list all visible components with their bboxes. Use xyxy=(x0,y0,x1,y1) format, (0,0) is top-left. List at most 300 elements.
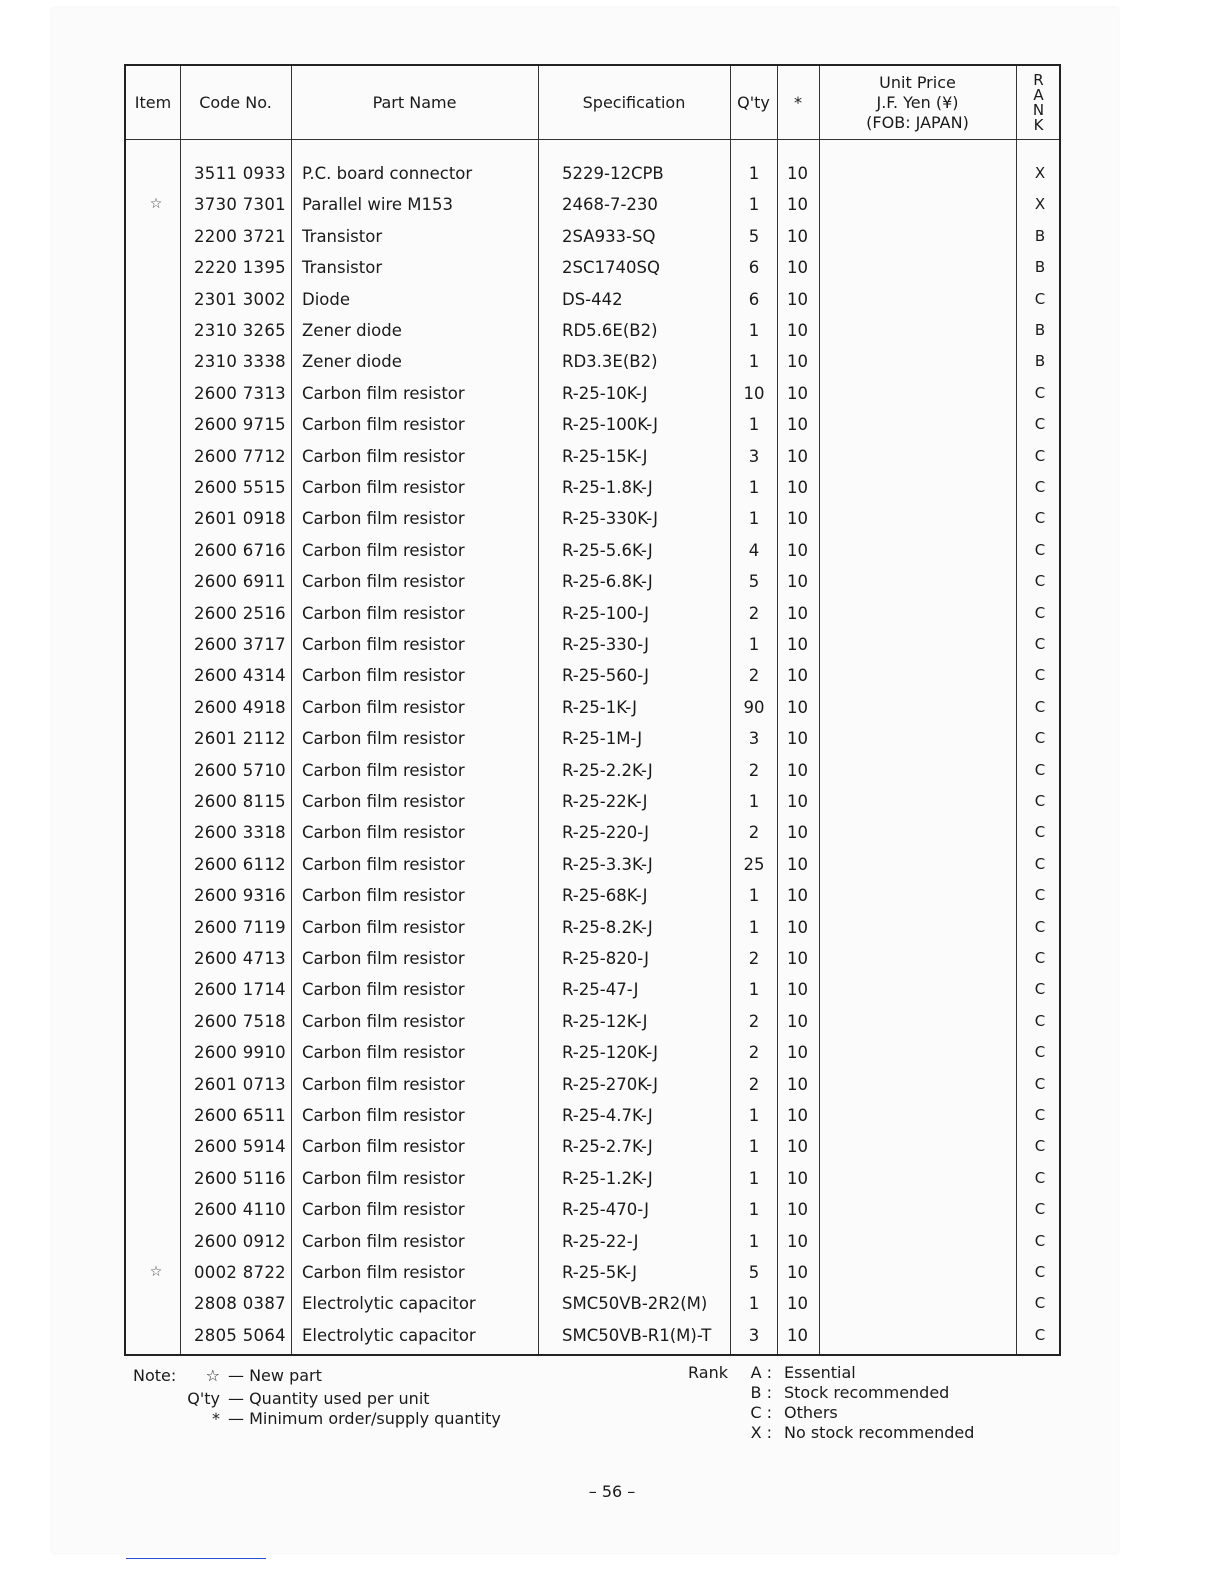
row-specification: R-25-68K-J xyxy=(562,886,648,906)
row-code: 2600 3318 xyxy=(194,823,286,843)
row-specification: SMC50VB-R1(M)-T xyxy=(562,1325,712,1345)
table-row xyxy=(126,849,1059,880)
row-specification: R-25-22K-J xyxy=(562,792,648,811)
header-divider xyxy=(126,139,1059,140)
row-min-qty: 10 xyxy=(787,415,808,435)
row-code: 3511 0933 xyxy=(194,164,286,183)
row-item-mark xyxy=(142,315,170,346)
row-rank: C xyxy=(1034,1106,1046,1124)
link-underline xyxy=(126,1558,266,1559)
row-item-mark: ☆ xyxy=(149,1264,163,1280)
table-row xyxy=(126,880,1059,911)
header-rank-letter: R xyxy=(1033,70,1044,89)
row-min-qty: 10 xyxy=(787,760,808,780)
row-part-name: Carbon film resistor xyxy=(302,478,465,497)
row-part-name: Carbon film resistor xyxy=(302,1074,465,1094)
row-rank: C xyxy=(1034,697,1046,716)
row-rank: B xyxy=(1034,321,1046,339)
row-min-qty: 10 xyxy=(787,195,808,215)
header-price-line: Unit Price xyxy=(879,72,956,92)
row-rank: X xyxy=(1034,195,1046,214)
row-rank: C xyxy=(1034,1294,1046,1313)
row-part-name: Carbon film resistor xyxy=(302,383,465,403)
row-rank: C xyxy=(1034,854,1046,873)
row-item-mark xyxy=(142,1100,170,1131)
table-row xyxy=(126,1100,1059,1131)
row-rank: C xyxy=(1034,980,1046,999)
row-min-qty: 10 xyxy=(787,823,808,843)
row-item-mark xyxy=(142,1288,170,1319)
row-part-name: Carbon film resistor xyxy=(302,635,465,654)
row-code: 2600 1714 xyxy=(194,980,286,1000)
row-qty: 1 xyxy=(748,886,760,906)
table-row xyxy=(126,723,1059,754)
parts-table xyxy=(124,64,1061,1356)
rank-key: B : xyxy=(750,1383,772,1402)
row-qty: 1 xyxy=(748,980,760,1000)
row-rank: C xyxy=(1034,572,1046,591)
row-rank: C xyxy=(1034,1011,1046,1030)
row-specification: R-25-330-J xyxy=(562,635,649,654)
row-rank: C xyxy=(1034,792,1046,810)
row-item-mark xyxy=(142,346,170,377)
row-specification: R-25-820-J xyxy=(562,949,649,968)
note-symbol: * xyxy=(212,1409,220,1428)
row-specification: R-25-15K-J xyxy=(562,446,648,466)
row-code: 2301 3002 xyxy=(194,289,286,309)
header-price-line: J.F. Yen (¥) xyxy=(876,92,959,112)
row-rank: C xyxy=(1034,1325,1046,1344)
note-symbol: ☆ xyxy=(205,1366,220,1385)
row-code: 2310 3265 xyxy=(194,321,286,340)
row-qty: 1 xyxy=(748,1231,760,1251)
row-qty: 1 xyxy=(748,1200,760,1220)
rank-legend-label: Rank xyxy=(688,1363,728,1382)
row-part-name: Carbon film resistor xyxy=(302,540,465,560)
row-rank: C xyxy=(1034,886,1046,905)
row-specification: R-25-22-J xyxy=(562,1231,639,1251)
row-code: 2600 5710 xyxy=(194,760,286,780)
header-rank-letter: K xyxy=(1033,115,1044,134)
row-part-name: Carbon film resistor xyxy=(302,572,465,592)
row-min-qty: 10 xyxy=(787,164,808,183)
row-specification: R-25-5K-J xyxy=(562,1263,638,1282)
table-row xyxy=(126,1006,1059,1037)
row-item-mark: ☆ xyxy=(149,196,163,213)
row-min-qty: 10 xyxy=(787,792,808,811)
row-code: 2600 4918 xyxy=(194,697,286,717)
row-code: 2310 3338 xyxy=(194,352,286,372)
row-item-mark xyxy=(142,943,170,974)
row-qty: 5 xyxy=(748,1263,760,1282)
row-specification: RD3.3E(B2) xyxy=(562,352,658,372)
row-qty: 2 xyxy=(748,1043,760,1063)
header-rank xyxy=(1016,66,1061,139)
row-code: 2600 8115 xyxy=(194,792,286,811)
table-row xyxy=(126,503,1059,534)
table-row xyxy=(126,1320,1059,1351)
row-item-mark xyxy=(142,1320,170,1351)
row-specification: R-25-8.2K-J xyxy=(562,917,653,937)
rank-key: X : xyxy=(750,1423,772,1442)
row-qty: 90 xyxy=(743,697,765,717)
table-row xyxy=(126,692,1059,723)
row-code: 2600 6716 xyxy=(194,540,286,560)
row-item-mark xyxy=(142,755,170,786)
row-min-qty: 10 xyxy=(787,509,808,529)
row-specification: 2SA933-SQ xyxy=(562,226,656,246)
row-code: 2601 2112 xyxy=(194,729,286,749)
row-specification: 2SC1740SQ xyxy=(562,258,660,278)
rank-desc: Essential xyxy=(784,1363,856,1382)
rank-desc: Others xyxy=(784,1403,838,1422)
row-rank: C xyxy=(1034,666,1046,685)
row-part-name: Zener diode xyxy=(302,352,402,372)
row-rank: B xyxy=(1034,258,1046,277)
row-rank: C xyxy=(1034,478,1046,496)
row-item-mark xyxy=(142,503,170,534)
row-qty: 1 xyxy=(748,1137,760,1157)
header-min-qty: * xyxy=(794,92,802,112)
row-code: 2601 0918 xyxy=(194,509,286,529)
row-rank: C xyxy=(1034,1200,1046,1219)
row-specification: R-25-3.3K-J xyxy=(562,854,653,874)
row-item-mark xyxy=(142,598,170,629)
row-item-mark xyxy=(142,786,170,817)
row-rank: C xyxy=(1034,415,1046,434)
row-qty: 1 xyxy=(748,195,760,215)
row-rank: C xyxy=(1034,823,1046,842)
table-row xyxy=(126,158,1059,189)
row-rank: C xyxy=(1034,1263,1046,1281)
row-specification: R-25-100-J xyxy=(562,603,649,623)
row-part-name: Carbon film resistor xyxy=(302,1011,465,1031)
header-part-name: Part Name xyxy=(372,92,457,112)
row-min-qty: 10 xyxy=(787,666,808,686)
row-specification: R-25-330K-J xyxy=(562,509,659,529)
table-row xyxy=(126,1069,1059,1100)
row-code: 2200 3721 xyxy=(194,226,286,246)
row-part-name: Zener diode xyxy=(302,321,402,340)
row-part-name: Transistor xyxy=(302,258,383,278)
table-row xyxy=(126,189,1059,220)
notes-label: Note: xyxy=(133,1366,177,1385)
table-row xyxy=(126,598,1059,629)
row-part-name: Carbon film resistor xyxy=(302,666,465,686)
row-specification: R-25-47-J xyxy=(562,980,639,1000)
row-item-mark xyxy=(142,817,170,848)
row-part-name: Carbon film resistor xyxy=(302,509,465,529)
row-rank: B xyxy=(1034,226,1046,245)
row-part-name: Carbon film resistor xyxy=(302,792,465,811)
rank-key: C : xyxy=(750,1403,772,1422)
row-specification: R-25-6.8K-J xyxy=(562,572,653,592)
row-min-qty: 10 xyxy=(787,1263,808,1282)
row-qty: 1 xyxy=(748,164,760,183)
row-code: 2805 5064 xyxy=(194,1325,286,1345)
table-row xyxy=(126,409,1059,440)
table-row xyxy=(126,817,1059,848)
row-qty: 3 xyxy=(748,1325,760,1345)
row-qty: 1 xyxy=(748,1294,760,1314)
row-code: 2220 1395 xyxy=(194,258,286,278)
row-item-mark xyxy=(142,1006,170,1037)
row-qty: 5 xyxy=(748,226,760,246)
row-rank: C xyxy=(1034,635,1046,653)
row-min-qty: 10 xyxy=(787,697,808,717)
table-row xyxy=(126,660,1059,691)
table-row xyxy=(126,566,1059,597)
rank-desc: Stock recommended xyxy=(784,1383,950,1402)
row-item-mark xyxy=(142,849,170,880)
row-rank: C xyxy=(1034,446,1046,465)
table-row xyxy=(126,755,1059,786)
row-part-name: Electrolytic capacitor xyxy=(302,1325,476,1345)
row-code: 2600 0912 xyxy=(194,1231,286,1251)
row-part-name: Carbon film resistor xyxy=(302,1263,465,1282)
row-item-mark xyxy=(142,880,170,911)
table-row xyxy=(126,1226,1059,1257)
row-rank: C xyxy=(1034,540,1046,559)
row-min-qty: 10 xyxy=(787,1325,808,1345)
rank-key: A : xyxy=(750,1363,772,1382)
note-text: — New part xyxy=(228,1366,322,1385)
note-symbol: Q'ty xyxy=(187,1389,220,1408)
row-item-mark xyxy=(142,535,170,566)
row-min-qty: 10 xyxy=(787,1294,808,1314)
row-code: 2600 6911 xyxy=(194,572,286,592)
row-item-mark xyxy=(142,692,170,723)
row-specification: R-25-2.2K-J xyxy=(562,760,653,780)
row-rank: C xyxy=(1034,1168,1046,1187)
row-specification: 5229-12CPB xyxy=(562,164,664,183)
row-min-qty: 10 xyxy=(787,1137,808,1157)
header-specification: Specification xyxy=(582,92,686,112)
row-code: 3730 7301 xyxy=(194,195,286,215)
row-specification: 2468-7-230 xyxy=(562,195,658,215)
row-min-qty: 10 xyxy=(787,383,808,403)
row-qty: 2 xyxy=(748,1011,760,1031)
row-rank: X xyxy=(1034,164,1046,182)
row-item-mark xyxy=(142,1037,170,1068)
table-row xyxy=(126,943,1059,974)
row-min-qty: 10 xyxy=(787,1200,808,1220)
row-specification: R-25-2.7K-J xyxy=(562,1137,653,1157)
row-rank: C xyxy=(1034,1231,1046,1250)
row-item-mark xyxy=(142,1226,170,1257)
row-rank: C xyxy=(1034,949,1046,967)
row-qty: 3 xyxy=(748,729,760,749)
row-part-name: Carbon film resistor xyxy=(302,1043,465,1063)
row-min-qty: 10 xyxy=(787,1011,808,1031)
row-qty: 1 xyxy=(748,635,760,654)
header-price-line: (FOB: JAPAN) xyxy=(866,112,969,132)
row-item-mark xyxy=(142,566,170,597)
row-part-name: Carbon film resistor xyxy=(302,603,465,623)
row-part-name: Transistor xyxy=(302,226,383,246)
row-qty: 2 xyxy=(748,823,760,843)
table-row xyxy=(126,1131,1059,1162)
row-part-name: Carbon film resistor xyxy=(302,1168,465,1188)
row-rank: C xyxy=(1034,1074,1046,1093)
row-part-name: Carbon film resistor xyxy=(302,1137,465,1157)
row-min-qty: 10 xyxy=(787,1106,808,1125)
table-row xyxy=(126,378,1059,409)
row-qty: 1 xyxy=(748,321,760,340)
row-item-mark xyxy=(142,378,170,409)
row-code: 2600 7313 xyxy=(194,383,286,403)
row-specification: R-25-1.2K-J xyxy=(562,1168,653,1188)
table-row xyxy=(126,912,1059,943)
table-row xyxy=(126,1194,1059,1225)
row-rank: C xyxy=(1034,729,1046,748)
header-qty: Q'ty xyxy=(737,92,770,112)
row-item-mark xyxy=(142,974,170,1005)
table-row xyxy=(126,629,1059,660)
row-min-qty: 10 xyxy=(787,226,808,246)
row-code: 2600 2516 xyxy=(194,603,286,623)
row-min-qty: 10 xyxy=(787,1168,808,1188)
row-min-qty: 10 xyxy=(787,540,808,560)
row-specification: R-25-470-J xyxy=(562,1200,649,1220)
row-min-qty: 10 xyxy=(787,886,808,906)
header-rank-letter: A xyxy=(1033,85,1044,104)
row-part-name: Carbon film resistor xyxy=(302,1106,465,1125)
row-item-mark xyxy=(142,723,170,754)
row-specification: R-25-1M-J xyxy=(562,729,643,749)
row-qty: 2 xyxy=(748,1074,760,1094)
row-min-qty: 10 xyxy=(787,352,808,372)
row-qty: 1 xyxy=(748,917,760,937)
note-text: — Quantity used per unit xyxy=(228,1389,430,1408)
header-rank-letter: N xyxy=(1032,100,1045,119)
row-code: 2600 9715 xyxy=(194,415,286,435)
row-specification: R-25-220-J xyxy=(562,823,649,843)
row-specification: R-25-270K-J xyxy=(562,1074,659,1094)
header-item: Item xyxy=(134,92,172,112)
row-item-mark xyxy=(142,660,170,691)
row-item-mark xyxy=(142,252,170,283)
row-item-mark xyxy=(142,284,170,315)
row-item-mark xyxy=(142,472,170,503)
row-specification: R-25-10K-J xyxy=(562,383,648,403)
row-item-mark xyxy=(142,221,170,252)
row-min-qty: 10 xyxy=(787,603,808,623)
row-part-name: Carbon film resistor xyxy=(302,823,465,843)
row-rank: C xyxy=(1034,509,1046,528)
row-part-name: Carbon film resistor xyxy=(302,1200,465,1220)
row-specification: SMC50VB-2R2(M) xyxy=(562,1294,708,1314)
table-row xyxy=(126,346,1059,377)
row-qty: 1 xyxy=(748,792,760,811)
row-item-mark xyxy=(142,409,170,440)
row-min-qty: 10 xyxy=(787,289,808,309)
row-specification: R-25-560-J xyxy=(562,666,649,686)
row-code: 0002 8722 xyxy=(194,1263,286,1282)
row-min-qty: 10 xyxy=(787,729,808,749)
header-code: Code No. xyxy=(199,92,272,112)
row-qty: 1 xyxy=(748,1106,760,1125)
row-code: 2600 5116 xyxy=(194,1168,286,1188)
row-code: 2600 4314 xyxy=(194,666,286,686)
table-row xyxy=(126,472,1059,503)
row-part-name: Carbon film resistor xyxy=(302,729,465,749)
row-code: 2600 4110 xyxy=(194,1200,286,1220)
row-specification: R-25-5.6K-J xyxy=(562,540,653,560)
row-code: 2600 7518 xyxy=(194,1011,286,1031)
row-specification: R-25-1K-J xyxy=(562,697,638,717)
row-qty: 2 xyxy=(748,949,760,968)
row-qty: 1 xyxy=(748,478,760,497)
row-part-name: Carbon film resistor xyxy=(302,917,465,937)
row-item-mark xyxy=(142,158,170,189)
row-qty: 6 xyxy=(748,289,760,309)
row-code: 2600 3717 xyxy=(194,635,286,654)
row-rank: C xyxy=(1034,603,1046,622)
row-min-qty: 10 xyxy=(787,572,808,592)
row-part-name: Carbon film resistor xyxy=(302,949,465,968)
row-qty: 1 xyxy=(748,1168,760,1188)
table-row xyxy=(126,252,1059,283)
header-unit-price xyxy=(819,66,1016,139)
row-specification: R-25-100K-J xyxy=(562,415,659,435)
table-row xyxy=(126,1257,1059,1288)
table-row xyxy=(126,1163,1059,1194)
row-specification: R-25-4.7K-J xyxy=(562,1106,653,1125)
row-item-mark xyxy=(142,441,170,472)
row-part-name: Carbon film resistor xyxy=(302,697,465,717)
row-specification: R-25-12K-J xyxy=(562,1011,648,1031)
row-min-qty: 10 xyxy=(787,478,808,497)
table-row xyxy=(126,221,1059,252)
table-row xyxy=(126,1037,1059,1068)
row-code: 2600 7712 xyxy=(194,446,286,466)
table-row xyxy=(126,786,1059,817)
row-min-qty: 10 xyxy=(787,980,808,1000)
row-min-qty: 10 xyxy=(787,446,808,466)
note-text: — Minimum order/supply quantity xyxy=(228,1409,501,1428)
row-part-name: Carbon film resistor xyxy=(302,446,465,466)
row-rank: C xyxy=(1034,917,1046,936)
row-item-mark xyxy=(142,1131,170,1162)
row-qty: 5 xyxy=(748,572,760,592)
row-code: 2600 4713 xyxy=(194,949,286,968)
row-qty: 1 xyxy=(748,509,760,529)
row-qty: 25 xyxy=(743,854,765,874)
row-part-name: Carbon film resistor xyxy=(302,886,465,906)
row-code: 2600 7119 xyxy=(194,917,286,937)
row-item-mark xyxy=(142,1163,170,1194)
row-item-mark xyxy=(142,629,170,660)
row-code: 2600 9910 xyxy=(194,1043,286,1063)
row-rank: B xyxy=(1034,352,1046,371)
row-part-name: Carbon film resistor xyxy=(302,854,465,874)
row-rank: C xyxy=(1034,289,1046,308)
row-code: 2600 9316 xyxy=(194,886,286,906)
table-row xyxy=(126,1288,1059,1319)
row-part-name: Parallel wire M153 xyxy=(302,195,453,215)
row-min-qty: 10 xyxy=(787,917,808,937)
row-qty: 1 xyxy=(748,352,760,372)
row-code: 2808 0387 xyxy=(194,1294,286,1314)
row-specification: DS-442 xyxy=(562,289,623,309)
row-code: 2600 5914 xyxy=(194,1137,286,1157)
row-code: 2600 6511 xyxy=(194,1106,286,1125)
row-min-qty: 10 xyxy=(787,854,808,874)
row-qty: 3 xyxy=(748,446,760,466)
row-specification: RD5.6E(B2) xyxy=(562,321,658,340)
row-part-name: Diode xyxy=(302,289,351,309)
